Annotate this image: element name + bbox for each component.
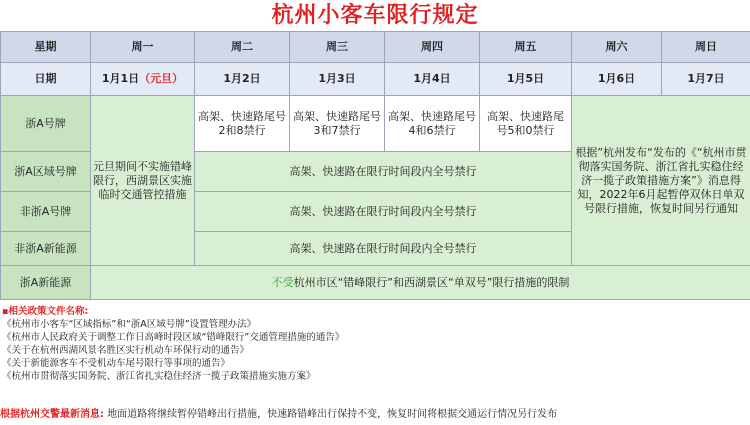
non-zhe-a-ev-rule-cell: 高架、快速路在限行时间段内全号禁行 bbox=[195, 232, 572, 266]
news-heading: 根据杭州交警最新消息: bbox=[0, 409, 104, 420]
row-zhe-a-ev bbox=[1, 266, 750, 300]
weekday-label: 星期 bbox=[1, 32, 91, 63]
note-item: 《杭州市人民政府关于调整工作日高峰时段区域“错峰限行”交通管理措施的通告》 bbox=[2, 332, 345, 343]
date-thu: 1月4日 bbox=[385, 63, 480, 96]
zone-rule-cell: 高架、快速路在限行时间段内全号禁行 bbox=[195, 152, 572, 192]
ev-rule-text: 杭州市区“错峰限行”和西湖景区“单双号”限行措施的限制 bbox=[293, 275, 570, 289]
latest-news bbox=[0, 405, 750, 420]
row-label-non-zhe-a-ev: 非浙A新能源 bbox=[1, 232, 91, 266]
weekday-row bbox=[1, 32, 750, 63]
holiday-note: （元旦） bbox=[139, 72, 184, 85]
date-sun: 1月7日 bbox=[662, 63, 750, 96]
ev-exempt-word: 不受 bbox=[271, 275, 294, 289]
wed-rule-cell: 高架、快速路尾号3和7禁行 bbox=[290, 96, 385, 152]
page-title: 杭州小客车限行规定 bbox=[271, 3, 479, 28]
note-item: 《杭州市小客车“区域指标”和“浙A区域号牌”设置管理办法》 bbox=[2, 319, 257, 330]
date-fri: 1月5日 bbox=[480, 63, 572, 96]
date-label: 日期 bbox=[1, 63, 91, 96]
news-text: 地面道路将继续暂停错峰出行措施，快速路错峰出行保持不变，恢复时间将根据交通运行情况另行发布 bbox=[107, 409, 558, 420]
thu-rule-cell: 高架、快速路尾号4和6禁行 bbox=[385, 96, 480, 152]
row-label-non-zhe-a: 非浙A号牌 bbox=[1, 192, 91, 232]
tue-rule-cell: 高架、快速路尾号2和8禁行 bbox=[195, 96, 290, 152]
date-mon-text: 1月1日 bbox=[101, 72, 140, 85]
date-tue: 1月2日 bbox=[195, 63, 290, 96]
date-sat: 1月6日 bbox=[572, 63, 662, 96]
date-row bbox=[1, 63, 750, 96]
fri-rule-cell: 高架、快速路尾号5和0禁行 bbox=[480, 96, 572, 152]
policy-notes bbox=[2, 305, 742, 383]
notes-heading: ▪相关政策文件名称: bbox=[2, 306, 89, 317]
day-sun: 周日 bbox=[662, 32, 750, 63]
non-zhe-a-rule-cell: 高架、快速路在限行时间段内全号禁行 bbox=[195, 192, 572, 232]
row-label-zhe-a: 浙A号牌 bbox=[1, 96, 91, 152]
weekend-rule-cell: 根据”杭州发布“发布的《“杭州市贯彻落实国务院、浙江省扎实稳住经济一揽子政策措施方案”》消息得知，2022年6月起暂停双休日单双号限行措施，恢复时间另行通知 bbox=[572, 96, 750, 266]
date-wed: 1月3日 bbox=[290, 63, 385, 96]
note-item: 《杭州市贯彻落实国务院、浙江省扎实稳住经济一揽子政策措施实施方案》 bbox=[2, 371, 316, 382]
row-label-zhe-a-ev: 浙A新能源 bbox=[1, 266, 91, 300]
row-zhe-a bbox=[1, 96, 750, 152]
note-item: 《关于新能源客车不受机动车尾号限行等事项的通告》 bbox=[2, 358, 231, 369]
row-label-zhe-a-zone: 浙A区域号牌 bbox=[1, 152, 91, 192]
day-fri: 周五 bbox=[480, 32, 572, 63]
mon-rule-cell: 元旦期间不实施错峰限行，西湖景区实施临时交通管控措施 bbox=[91, 96, 195, 266]
day-tue: 周二 bbox=[195, 32, 290, 63]
note-item: 《关于在杭州西湖风景名胜区实行机动车环保行动的通告》 bbox=[2, 345, 250, 356]
restriction-table bbox=[0, 31, 750, 300]
day-thu: 周四 bbox=[385, 32, 480, 63]
date-mon bbox=[91, 63, 195, 96]
day-mon: 周一 bbox=[91, 32, 195, 63]
day-sat: 周六 bbox=[572, 32, 662, 63]
ev-rule-cell bbox=[91, 266, 750, 300]
day-wed: 周三 bbox=[290, 32, 385, 63]
